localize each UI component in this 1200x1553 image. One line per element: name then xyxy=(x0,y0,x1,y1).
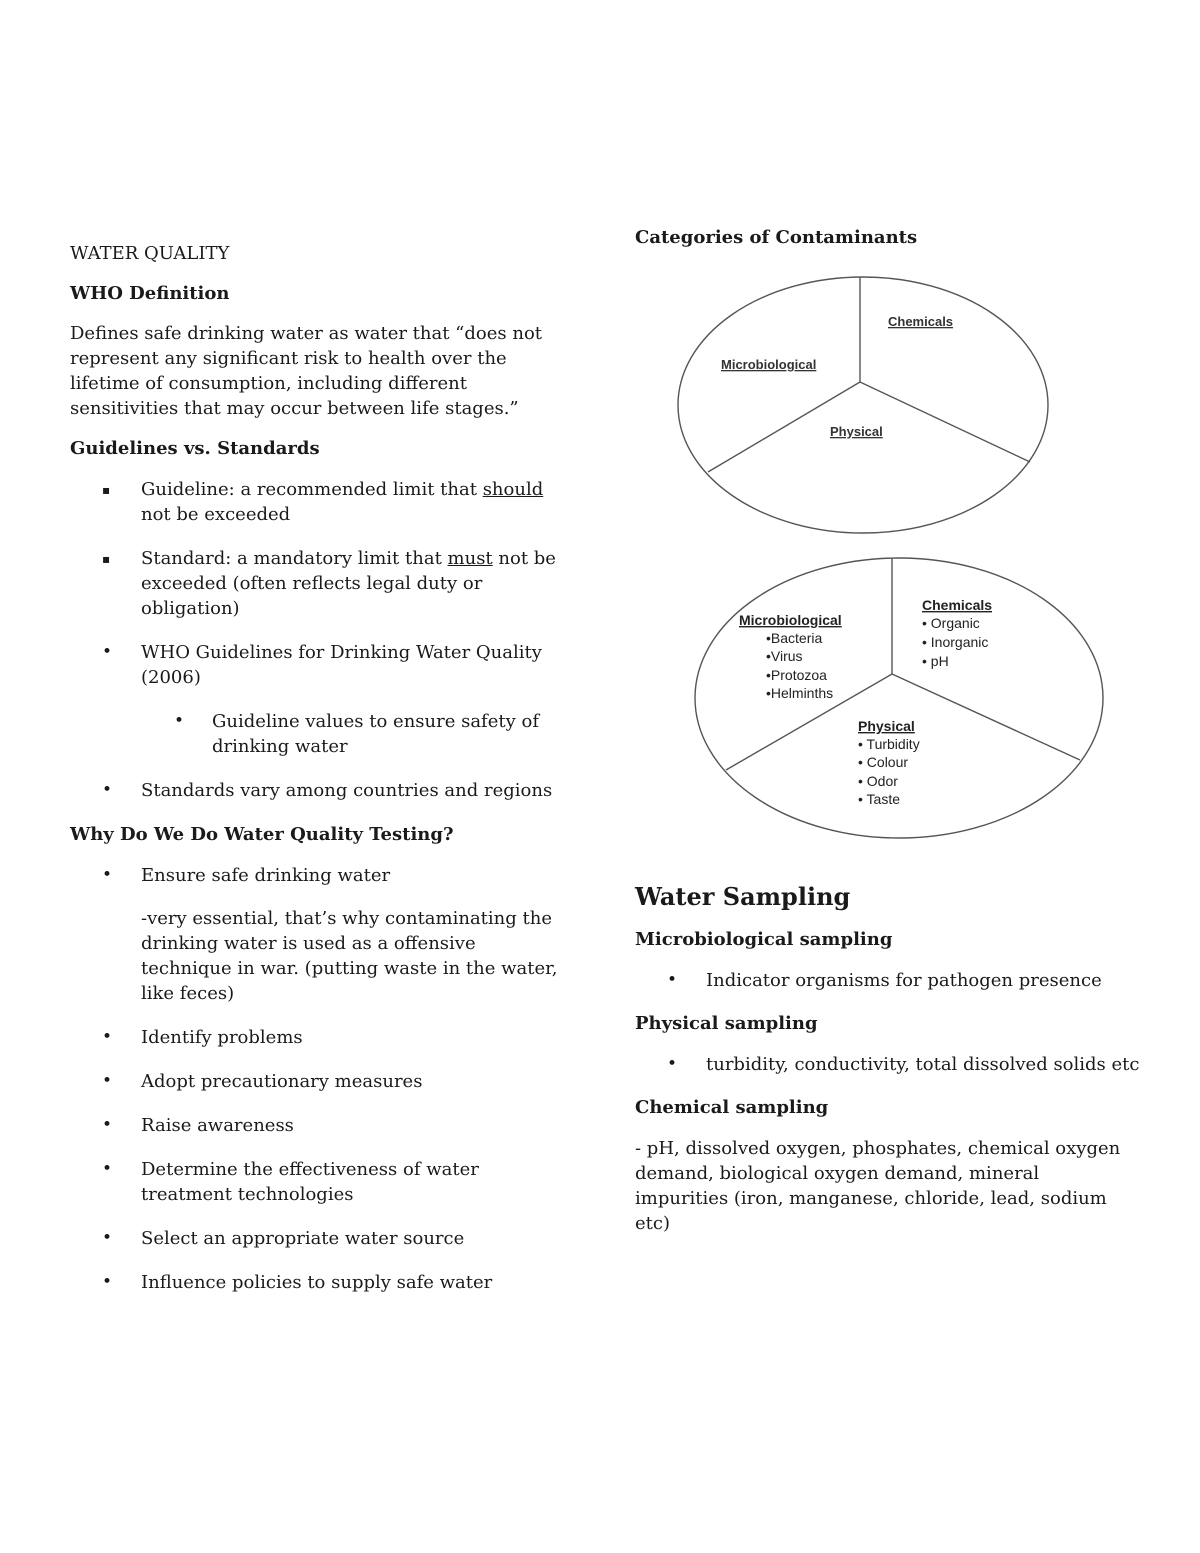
bullet-icon: • xyxy=(102,780,113,800)
diagram2-phys-item: • Colour xyxy=(858,754,909,770)
bullet-icon: • xyxy=(102,1071,113,1091)
bullet-icon: • xyxy=(102,642,113,662)
diagram2-chem-item: • Inorganic xyxy=(922,634,989,650)
list-item: • Identify problems xyxy=(102,1027,303,1048)
bullet-icon: • xyxy=(174,711,185,731)
diagram-detailed xyxy=(695,558,1103,838)
square-bullet-icon: ▪ xyxy=(102,483,111,497)
bullet-icon: • xyxy=(102,1272,113,1292)
left-column xyxy=(70,241,570,1295)
diagram2-micro-item: •Virus xyxy=(766,648,803,664)
list-item: • Influence policies to supply safe water xyxy=(102,1272,493,1293)
bullet-icon: • xyxy=(102,1115,113,1135)
list-item: • Raise awareness xyxy=(102,1115,294,1136)
diagram2-microbiological-label: Microbiological xyxy=(739,612,842,628)
who-definition-text: Defines safe drinking water as water that “does not represent any significant risk to health over the lifetime of consumption, including different sensitivities that may occur between life stages.” xyxy=(70,323,543,419)
micro-sampling-heading: Microbiological sampling xyxy=(635,929,893,950)
micro-sampling-list xyxy=(635,968,1135,993)
list-item: ▪ Standard: a mandatory limit that must not be exceeded (often reflects legal duty or obligation) xyxy=(102,548,556,619)
diagram1-microbiological-label: Microbiological xyxy=(721,357,817,372)
bullet-icon: • xyxy=(102,1228,113,1248)
diagram2-phys-item: • Odor xyxy=(858,773,898,789)
diagram2-chemicals-label: Chemicals xyxy=(922,597,993,613)
diagram1-physical-label: Physical xyxy=(830,424,883,439)
why-testing-list xyxy=(70,863,570,1295)
categories-heading: Categories of Contaminants xyxy=(635,227,918,248)
contaminant-diagrams xyxy=(635,250,1195,890)
physical-sampling-heading: Physical sampling xyxy=(635,1013,818,1034)
diagram1-divider xyxy=(860,382,1030,462)
why-testing-heading: Why Do We Do Water Quality Testing? xyxy=(70,824,454,845)
sub-list-item: • Guideline values to ensure safety of drinking water xyxy=(174,711,539,757)
diagram2-divider xyxy=(892,674,1080,760)
list-item: • WHO Guidelines for Drinking Water Quality (2006) xyxy=(102,642,542,688)
list-item: • Adopt precautionary measures xyxy=(102,1071,423,1092)
bullet-icon: • xyxy=(102,865,113,885)
bullet-icon: • xyxy=(667,970,678,990)
bullet-icon: • xyxy=(102,1159,113,1179)
diagram2-chem-item: • pH xyxy=(922,653,949,669)
list-item: • Standards vary among countries and regions xyxy=(102,780,553,801)
list-note: -very essential, that’s why contaminating the drinking water is used as a offensive technique in war. (putting waste in the water, like feces) xyxy=(141,908,558,1004)
bullet-icon: • xyxy=(102,1027,113,1047)
physical-sampling-list xyxy=(635,1052,1140,1077)
guidelines-list xyxy=(70,477,570,803)
page-title: WATER QUALITY xyxy=(70,243,230,264)
list-item: • Ensure safe drinking water xyxy=(102,865,391,886)
diagram2-micro-item: •Protozoa xyxy=(766,667,827,683)
diagram2-physical-label: Physical xyxy=(858,718,915,734)
chemical-sampling-heading: Chemical sampling xyxy=(635,1097,829,1118)
list-item: ▪ Guideline: a recommended limit that should not be exceeded xyxy=(102,479,544,525)
list-item: • Indicator organisms for pathogen presence xyxy=(667,970,1102,991)
who-definition-heading: WHO Definition xyxy=(70,283,230,304)
diagram2-phys-item: • Turbidity xyxy=(858,736,920,752)
guidelines-heading: Guidelines vs. Standards xyxy=(70,438,320,459)
list-item: • turbidity, conductivity, total dissolved solids etc xyxy=(667,1054,1140,1075)
diagram2-micro-item: •Bacteria xyxy=(766,630,823,646)
water-sampling-section xyxy=(635,882,1140,1236)
square-bullet-icon: ▪ xyxy=(102,552,111,566)
diagram-simple xyxy=(678,277,1048,533)
contaminants-diagram xyxy=(635,250,1195,890)
right-column xyxy=(635,225,1140,1234)
bullet-icon: • xyxy=(667,1054,678,1074)
list-item: • Select an appropriate water source xyxy=(102,1228,465,1249)
water-sampling-heading: Water Sampling xyxy=(635,882,851,911)
diagram2-chem-item: • Organic xyxy=(922,615,980,631)
diagram2-phys-item: • Taste xyxy=(858,791,900,807)
chemical-sampling-text: - pH, dissolved oxygen, phosphates, chemical oxygen demand, biological oxygen demand, mineral impurities (iron, manganese, chloride, lead, sodium etc) xyxy=(635,1138,1121,1234)
diagram1-chemicals-label: Chemicals xyxy=(888,314,954,329)
diagram2-micro-item: •Helminths xyxy=(766,685,834,701)
list-item: • Determine the effectiveness of water treatment technologies xyxy=(102,1159,479,1205)
diagram1-ellipse xyxy=(678,277,1048,533)
